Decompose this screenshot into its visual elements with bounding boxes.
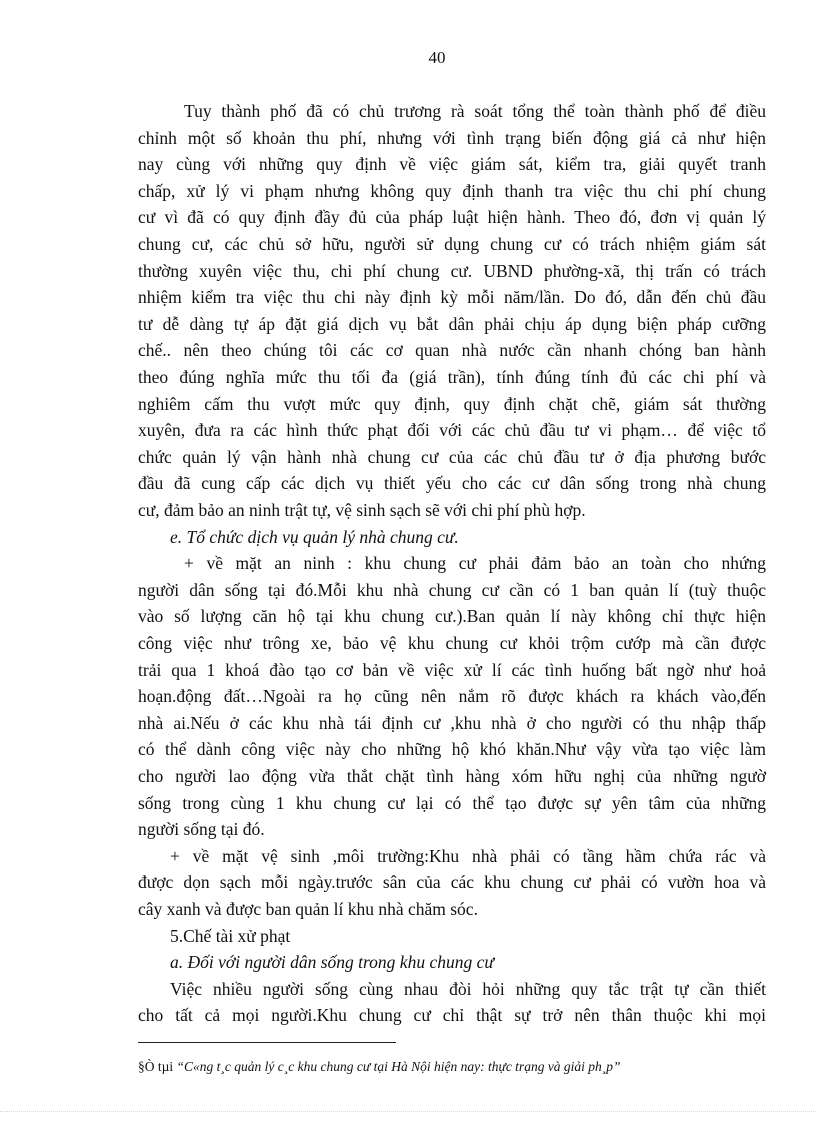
text-line: chỉnh một số khoản thu phí, nhưng với tình trạng biến động giá cả như hiện <box>138 127 766 148</box>
text-line: + về mặt vệ sinh ,môi trường:Khu nhà phải có tầng hầm chứa rác và <box>170 845 766 866</box>
footnote-prefix: §Ò tµi <box>138 1059 177 1074</box>
text-line: chung cư, các chủ sở hữu, người sử dụng chung cư có trách nhiệm giám sát <box>138 234 766 254</box>
text-line: nhiệm kiểm tra việc thu chi này định kỳ mỗi năm/lần. Do đó, dẫn đến chủ đầu <box>138 287 766 308</box>
text-line: thường xuyên việc thu, chi phí chung cư. UBND phường-xã, thị trấn có trách <box>138 260 766 281</box>
page-number: 40 <box>428 48 446 67</box>
text-line: cây xanh và được ban quản lí khu nhà chăm sóc. <box>138 899 478 919</box>
text-line: chức quản lý vận hành nhà chung cư của các chủ đầu tư ở địa phương bước <box>138 446 766 467</box>
text-line: hoạn.động đất…Ngoài ra họ cũng nên nắm rõ được khách ra khách vào,đến <box>138 686 766 707</box>
footnote-title: “C«ng t¸c quản lý c¸c khu chung cư tại Hà Nội hiện nay: thực trạng và giải ph¸p” <box>176 1059 621 1074</box>
text-line: chế.. nên theo chúng tôi các cơ quan nhà nước cần nhanh chóng ban hành <box>138 340 766 361</box>
text-line: cư, đảm bảo an ninh trật tự, vệ sinh sạch sẽ với chi phí phù hợp. <box>138 500 586 520</box>
text-line: được dọn sạch mỗi ngày.trước sân của các khu chung cư phải có vườn hoa và <box>138 872 766 893</box>
text-line: theo đúng nghĩa mức thu tối đa (giá trần), tính đúng tính đủ các chi phí và <box>138 367 766 387</box>
section-heading: e. Tổ chức dịch vụ quản lý nhà chung cư. <box>170 526 459 547</box>
text-line: xuyên, đưa ra các hình thức phạt đối với các chủ đầu tư vi phạm… để việc tổ <box>138 420 766 441</box>
footnote <box>138 1058 621 1076</box>
page-bottom-edge <box>0 1111 816 1112</box>
section-heading: 5.Chế tài xử phạt <box>170 925 291 946</box>
text-line: có thể dành công việc này cho những hộ khó khăn.Như vậy vừa tạo việc làm <box>138 739 766 760</box>
text-line: đầu đã cung cấp các dịch vụ thiết yếu cho các cư dân sống trong nhà chung <box>138 473 766 494</box>
text-line: nghiêm cấm thu vượt mức quy định, quy định chặt chẽ, giám sát thường <box>138 393 766 414</box>
text-line: trải qua 1 khoá đào tạo cơ bản về việc xử lí các tình huống bất ngờ như hoả <box>138 659 766 680</box>
text-line: nhà ai.Nếu ở các khu nhà tái định cư ,khu nhà ở cho người có thu nhập thấp <box>138 712 766 733</box>
text-line: chấp, xử lý vi phạm nhưng không quy định thanh tra việc thu chi phí chung <box>138 180 766 201</box>
subsection-heading: a. Đối với người dân sống trong khu chung cư <box>170 952 494 973</box>
text-line: cho tất cả mọi người.Khu chung cư chỉ thật sự trở nên thân thuộc khi mọi <box>138 1005 766 1026</box>
text-line: Việc nhiều người sống cùng nhau đòi hỏi những quy tắc trật tự cần thiết <box>170 978 766 999</box>
text-line: Tuy thành phố đã có chủ trương rà soát tổng thể toàn thành phố để điều <box>184 101 766 121</box>
text-line: người sống tại đó. <box>138 819 265 840</box>
text-line: người dân sống tại đó.Mỗi khu nhà chung cư cần có 1 ban quản lí (tuỳ thuộc <box>138 579 766 600</box>
text-line: sống trong cùng 1 khu chung cư lại có thể tạo được sự yên tâm của những <box>138 792 766 813</box>
text-line: công việc như trông xe, bảo vệ khu chung cư khỏi trộm cướp mà cần được <box>138 633 766 653</box>
text-line: vào số lượng căn hộ tại khu chung cư.).Ban quản lí này không chỉ thực hiện <box>138 606 766 627</box>
text-line: cho người lao động vừa thắt chặt tình hàng xóm hữu nghị của những ngườ <box>138 766 766 786</box>
text-line: tư dễ dàng tự áp đặt giá dịch vụ bắt dân phải chịu áp dụng biện pháp cưỡng <box>138 313 766 334</box>
text-line: cư vì đã có quy định đầy đủ của pháp luật hiện hành. Theo đó, đơn vị quản lý <box>138 207 766 228</box>
text-line: nay cùng với những quy định về việc giám sát, kiểm tra, giải quyết tranh <box>138 154 766 175</box>
text-line: + về mặt an ninh : khu chung cư phải đảm bảo an toàn cho nhứng <box>184 553 766 574</box>
footnote-divider <box>138 1042 396 1043</box>
